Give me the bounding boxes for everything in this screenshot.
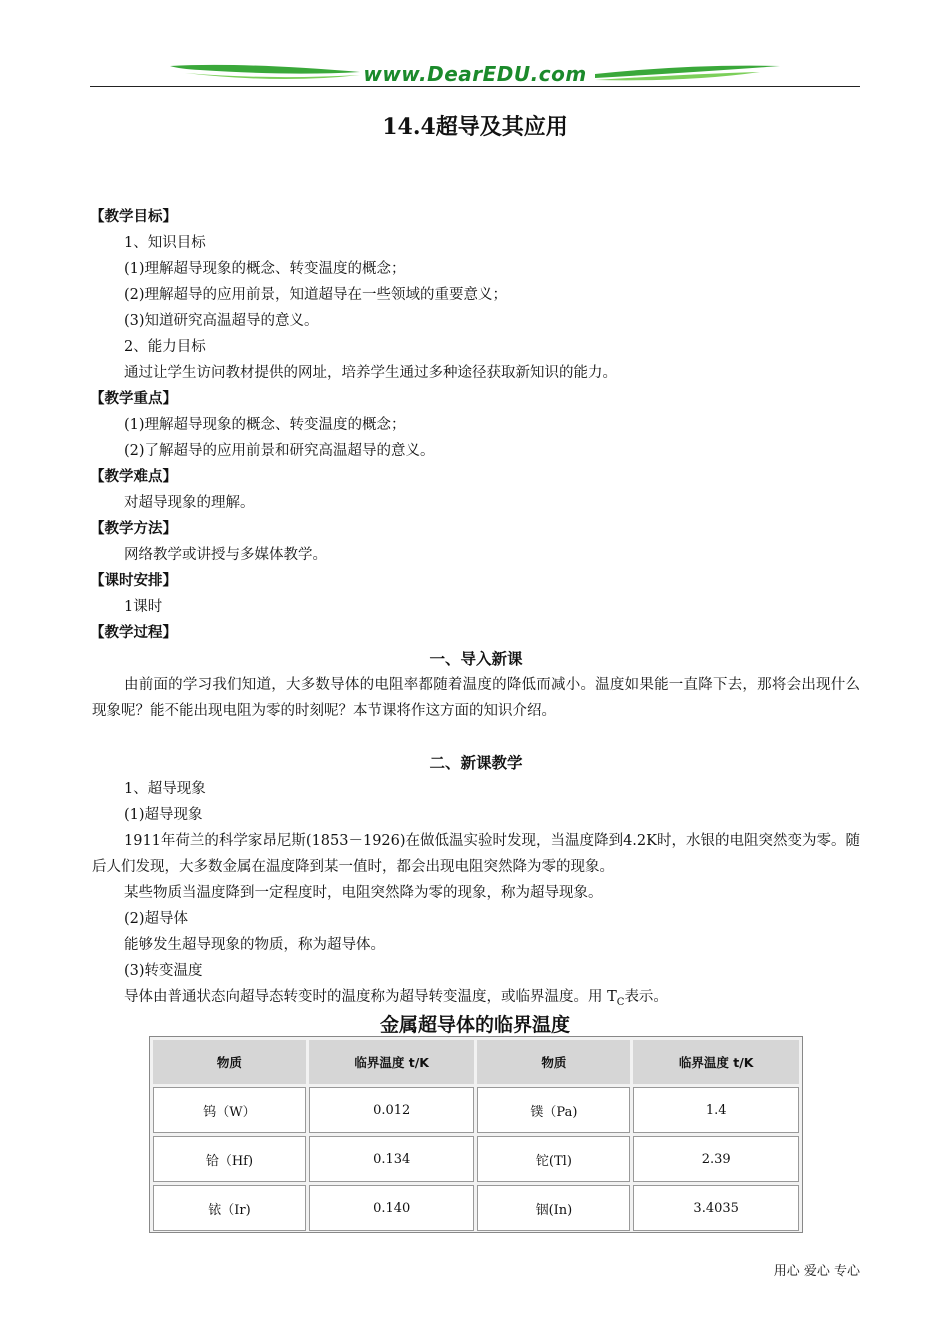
text-line: (2)了解超导的应用前景和研究高温超导的意义。 (124, 443, 435, 459)
section-label: 【教学难点】 (90, 468, 177, 485)
critical-temperature-table (149, 1036, 803, 1233)
table-cell: 铟(In) (477, 1185, 630, 1231)
text-line: (1)理解超导现象的概念、转变温度的概念； (124, 261, 406, 277)
text-line: 网络教学或讲授与多媒体教学。 (124, 547, 327, 563)
table-cell: 2.39 (633, 1136, 799, 1182)
text-line: 能够发生超导现象的物质，称为超导体。 (124, 937, 385, 953)
table-header-cell: 临界温度 t/K (633, 1040, 799, 1084)
table-cell: 3.4035 (633, 1185, 799, 1231)
text-line: (1)超导现象 (124, 807, 203, 823)
table-row (153, 1087, 799, 1133)
table-title: 金属超导体的临界温度 (379, 1014, 570, 1036)
page-title: 14.4超导及其应用 (382, 114, 568, 140)
section-heading: 一、导入新课 (429, 649, 523, 668)
tc-subscript: C (616, 996, 625, 1008)
section-label: 【教学过程】 (90, 624, 177, 641)
tc-text-before: 导体由普通状态向超导态转变时的温度称为超导转变温度，或临界温度。用 T (124, 989, 617, 1005)
section-label: 【教学方法】 (90, 520, 177, 537)
site-logo-text: www.DearEDU.com (363, 62, 587, 86)
table-cell: 铱（Ir) (153, 1185, 306, 1231)
section-label: 【教学目标】 (90, 208, 177, 225)
table-cell: 铊(Tl) (477, 1136, 630, 1182)
table-row (153, 1136, 799, 1182)
table-cell: 1.4 (633, 1087, 799, 1133)
text-line: (3)转变温度 (124, 963, 203, 979)
text-line: 2、能力目标 (124, 339, 206, 355)
text-line: 1、知识目标 (124, 235, 206, 251)
paragraph: 1911年荷兰的科学家昂尼斯(1853－1926)在做低温实验时发现，当温度降到4.2K时，水银的电阻突然变为零。随后人们发现，大多数金属在温度降到某一值时，都会出现电阻突然降为零的现象。 (92, 833, 860, 875)
table-cell: 钨（W） (153, 1087, 306, 1133)
text-line-tc (92, 984, 860, 1010)
site-header (90, 60, 860, 90)
text-line: 对超导现象的理解。 (124, 495, 255, 511)
table-header-row (153, 1040, 799, 1084)
table-row (153, 1185, 799, 1231)
text-line: 某些物质当温度降到一定程度时，电阻突然降为零的现象，称为超导现象。 (124, 885, 603, 901)
tc-text-after: 表示。 (624, 989, 668, 1005)
text-line: 通过让学生访问教材提供的网址，培养学生通过多种途径获取新知识的能力。 (124, 365, 617, 381)
section-heading: 二、新课教学 (429, 753, 523, 772)
table-cell: 铪（Hf) (153, 1136, 306, 1182)
text-line: 1课时 (124, 599, 163, 615)
section-label: 【教学重点】 (90, 390, 177, 407)
header-divider (90, 86, 860, 87)
table-header-cell: 物质 (477, 1040, 630, 1084)
data-table (150, 1037, 802, 1234)
text-line: 1、超导现象 (124, 781, 206, 797)
table-header-cell: 物质 (153, 1040, 306, 1084)
text-line: (3)知道研究高温超导的意义。 (124, 313, 319, 329)
table-cell: 0.140 (309, 1185, 475, 1231)
spacer (92, 724, 860, 750)
paragraph: 由前面的学习我们知道，大多数导体的电阻率都随着温度的降低而减小。温度如果能一直降下去，那将会出现什么现象呢？能不能出现电阻为零的时刻呢？本节课将作这方面的知识介绍。 (92, 677, 860, 719)
document-body (92, 204, 860, 1010)
table-cell: 0.012 (309, 1087, 475, 1133)
text-line: (2)理解超导的应用前景，知道超导在一些领域的重要意义； (124, 287, 508, 303)
table-cell: 0.134 (309, 1136, 475, 1182)
table-cell: 镤（Pa) (477, 1087, 630, 1133)
text-line: (1)理解超导现象的概念、转变温度的概念； (124, 417, 406, 433)
text-line: (2)超导体 (124, 911, 189, 927)
table-header-cell: 临界温度 t/K (309, 1040, 475, 1084)
page-footer: 用心 爱心 专心 (773, 1264, 860, 1279)
section-label: 【课时安排】 (90, 572, 177, 589)
